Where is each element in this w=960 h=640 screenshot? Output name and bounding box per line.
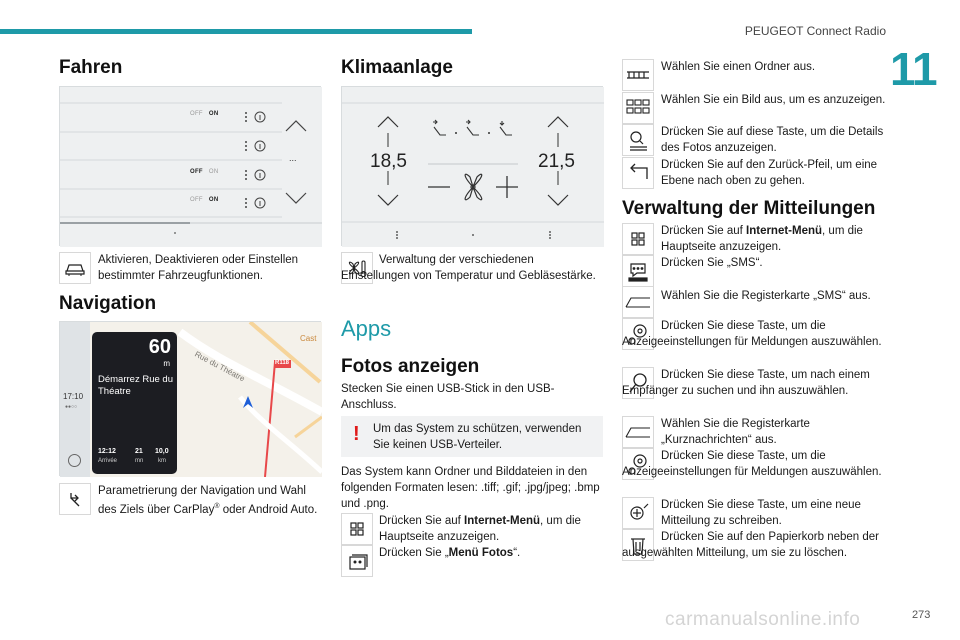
toggle-2[interactable]: OFF ON bbox=[190, 169, 219, 175]
tab-icon-2 bbox=[622, 416, 654, 448]
back-arrow-icon bbox=[622, 157, 654, 189]
fotos-intro: Stecken Sie einen USB-Stick in den USB-Anschluss. bbox=[341, 383, 555, 411]
right-r3: Drücken Sie auf diese Taste, um die Details des Fotos anzuzeigen. bbox=[661, 126, 884, 154]
sms-icon bbox=[622, 255, 654, 287]
watermark: carmanualsonline.info bbox=[665, 609, 861, 630]
right-m1: Drücken Sie auf Internet-Menü, um die Hauptseite anzuzeigen. bbox=[661, 225, 863, 253]
right-m7: Drücken Sie diese Taste, um die Anzeigeeinstellungen für Meldungen auszuwählen. bbox=[622, 450, 882, 478]
fahren-desc: Aktivieren, Deaktivieren oder Einstellen bestimmter Fahrzeugfunktionen. bbox=[98, 254, 299, 282]
map-dots: ●●○○ bbox=[65, 404, 78, 410]
photos-icon bbox=[341, 545, 373, 577]
klima-desc-text: Verwaltung der verschiedenen Einstellungen von Temperatur und Gebläsestärke. bbox=[341, 254, 596, 282]
warning-text: Um das System zu schützen, verwenden Sie keinen USB-Verteiler. bbox=[373, 423, 582, 451]
guidance-instruction: Démarrez Rue du Théatre bbox=[98, 374, 173, 397]
duration: 21 bbox=[135, 448, 143, 455]
map-road-label: Rue du Théatre bbox=[193, 349, 247, 384]
navigation-map bbox=[59, 321, 321, 476]
duration-unit: mn bbox=[135, 458, 144, 464]
right-m6: Wählen Sie die Registerkarte „Kurznachrichten“ aus. bbox=[661, 418, 810, 446]
tab-icon bbox=[622, 286, 654, 318]
right-r2: Wählen Sie ein Bild aus, um es anzuzeigen. bbox=[661, 94, 886, 106]
heading-apps: Apps bbox=[341, 316, 392, 341]
page-number: 273 bbox=[912, 609, 931, 621]
grid-menu-icon-2 bbox=[622, 223, 654, 255]
warning-box bbox=[341, 416, 603, 457]
heading-mitteilungen: Verwaltung der Mitteilungen bbox=[622, 198, 876, 219]
map-place: Cast bbox=[300, 334, 317, 343]
right-r4: Drücken Sie auf den Zurück-Pfeil, um eine Ebene nach oben zu gehen. bbox=[661, 159, 878, 187]
image-grid-icon bbox=[622, 92, 654, 124]
map-road-badge: R118 bbox=[275, 360, 290, 366]
navigation-icon bbox=[59, 483, 91, 515]
guidance-panel bbox=[92, 332, 177, 474]
warning-icon: ! bbox=[353, 423, 360, 445]
more-indicator: ... bbox=[289, 153, 297, 163]
right-m9: Drücken Sie auf den Papierkorb neben der ausgewählten Mitteilung, um sie zu löschen. bbox=[622, 531, 880, 559]
right-m3: Wählen Sie die Registerkarte „SMS“ aus. bbox=[661, 290, 871, 302]
fotos-step2: Drücken Sie „Menü Fotos“. bbox=[379, 547, 521, 559]
folder-icon bbox=[622, 59, 654, 91]
temp-left: 18,5 bbox=[370, 151, 407, 172]
temp-right: 21,5 bbox=[538, 151, 575, 172]
toggle-1[interactable]: OFF ON bbox=[190, 111, 219, 117]
guidance-distance-unit: m bbox=[163, 359, 170, 368]
fahren-screen bbox=[59, 86, 321, 246]
header-bar bbox=[0, 29, 472, 34]
right-m2: Drücken Sie „SMS“. bbox=[661, 257, 763, 269]
guidance-distance: 60 bbox=[148, 336, 171, 358]
new-message-icon bbox=[622, 497, 654, 529]
map-clock: 17:10 bbox=[63, 392, 84, 401]
arrival-label: Arrivée bbox=[98, 458, 118, 464]
distance: 10,0 bbox=[155, 448, 169, 455]
grid-menu-icon bbox=[341, 513, 373, 545]
fotos-step1: Drücken Sie auf Internet-Menü, um die Hauptseite anzuzeigen. bbox=[379, 515, 581, 543]
arrival-time: 12:12 bbox=[98, 448, 116, 455]
heading-fotos-anzeigen: Fotos anzeigen bbox=[341, 356, 480, 377]
right-m5: Drücken Sie diese Taste, um nach einem Empfänger zu suchen und ihn auszuwählen. bbox=[622, 369, 870, 397]
header-title: PEUGEOT Connect Radio bbox=[744, 24, 886, 38]
formats-text: Das System kann Ordner und Bilddateien in den folgenden Formaten lesen: .tiff; .gif; .jpg/jpeg; .bmp und .png. bbox=[341, 466, 600, 510]
navigation-desc: Parametrierung der Navigation und Wahl des Ziels über CarPlay® oder Android Auto. bbox=[98, 485, 318, 516]
toggle-3[interactable]: OFF ON bbox=[190, 197, 219, 203]
heading-navigation: Navigation bbox=[59, 293, 157, 314]
car-icon bbox=[59, 252, 91, 284]
details-icon bbox=[622, 124, 654, 156]
heading-klimaanlage: Klimaanlage bbox=[341, 57, 453, 78]
heading-fahren: Fahren bbox=[59, 57, 123, 78]
map-home-button[interactable] bbox=[68, 454, 81, 467]
right-m8: Drücken Sie diese Taste, um eine neue Mitteilung zu schreiben. bbox=[661, 499, 861, 527]
right-m4: Drücken Sie diese Taste, um die Anzeigeeinstellungen für Meldungen auszuwählen. bbox=[622, 320, 882, 348]
chapter-number: 11 bbox=[890, 43, 937, 95]
distance-unit: km bbox=[158, 458, 166, 464]
right-r1: Wählen Sie einen Ordner aus. bbox=[661, 61, 816, 73]
klima-screen bbox=[341, 86, 603, 246]
